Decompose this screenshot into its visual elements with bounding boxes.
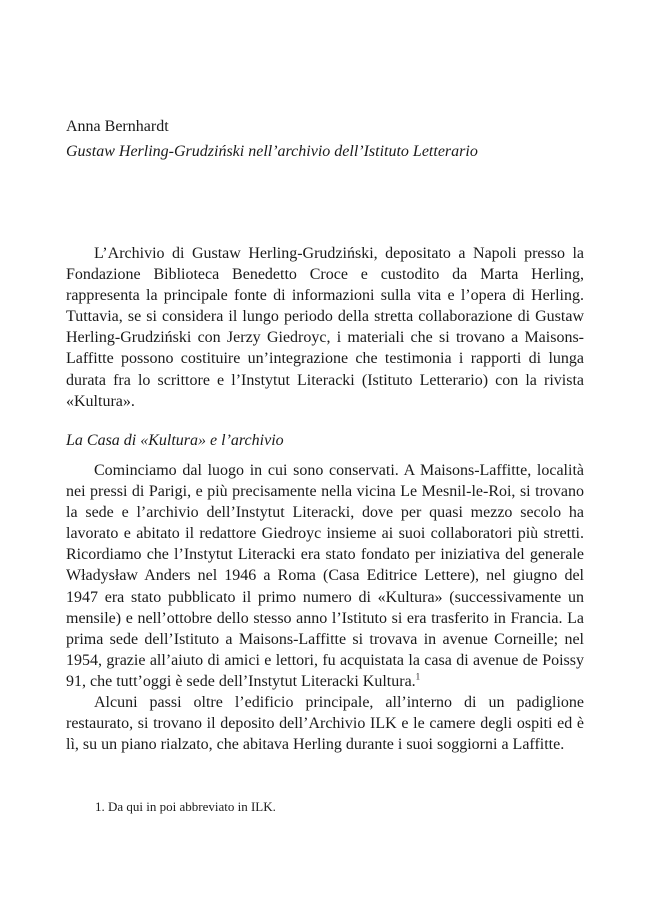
section-body [66, 460, 584, 755]
author-name: Anna Bernhardt [66, 118, 169, 135]
section-paragraph-1-text: Cominciamo dal luogo in cui sono conservati. A Maisons-Laffitte, località nei pressi di Parigi, e più precisamente nella vicina Le Mesnil-le-Roi, si trovano la sede e l’archivio dell’Instytut Literacki, dove per quasi mezzo secolo ha lavorato e abitato il redattore Giedroyc insieme ai suoi collaboratori più stretti. Ricordiamo che l’Instytut Literacki era stato fondato per iniziativa del generale Władysław Anders nel 1946 a Roma (Casa Editrice Lettere), nel giugno del 1947 era stato pubblicato il primo numero di «Kultura» (successivamente un mensile) e nell’ottobre dello stesso anno l’Istituto si era trasferito in Francia. La prima sede dell’Istituto a Maisons-Laffitte si trovava in avenue Corneille; nel 1954, grazie all’aiuto di amici e lettori, fu acquistata la casa di avenue de Poissy 91, che tutt’oggi è sede dell’Instytut Literacki Kultura. [66, 462, 584, 690]
intro-section [66, 243, 584, 412]
section-heading: La Casa di «Kultura» e l’archivio [66, 432, 284, 449]
intro-paragraph: L’Archivio di Gustaw Herling-Grudziński, depositato a Napoli presso la Fondazione Biblioteca Benedetto Croce e custodito da Marta Herling, rappresenta la principale fonte di informazioni sulla vita e l’opera di Herling. Tuttavia, se si considera il lungo periodo della stretta collaborazione di Gustaw Herling-Grudziński con Jerzy Giedroyc, i materiali che si trovano a Maisons-Laffitte possono costituire un’integrazione che testimonia i rapporti di lunga durata fra lo scrittore e l’Instytut Literacki (Istituto Letterario) con la rivista «Kultura». [66, 245, 584, 410]
footnote: 1. Da qui in poi abbreviato in ILK. [95, 799, 276, 814]
section-paragraph-2: Alcuni passi oltre l’edificio principale, all’interno di un padiglione restaurato, si trovano il deposito dell’Archivio ILK e le camere degli ospiti ed è lì, su un piano rialzato, che abitava Herling durante i suoi soggiorni a Laffitte. [66, 694, 584, 754]
footnote-marker: 1 [415, 671, 421, 682]
section-paragraph-1 [66, 460, 584, 692]
article-title: Gustaw Herling-Grudziński nell’archivio dell’Istituto Letterario [66, 143, 478, 160]
